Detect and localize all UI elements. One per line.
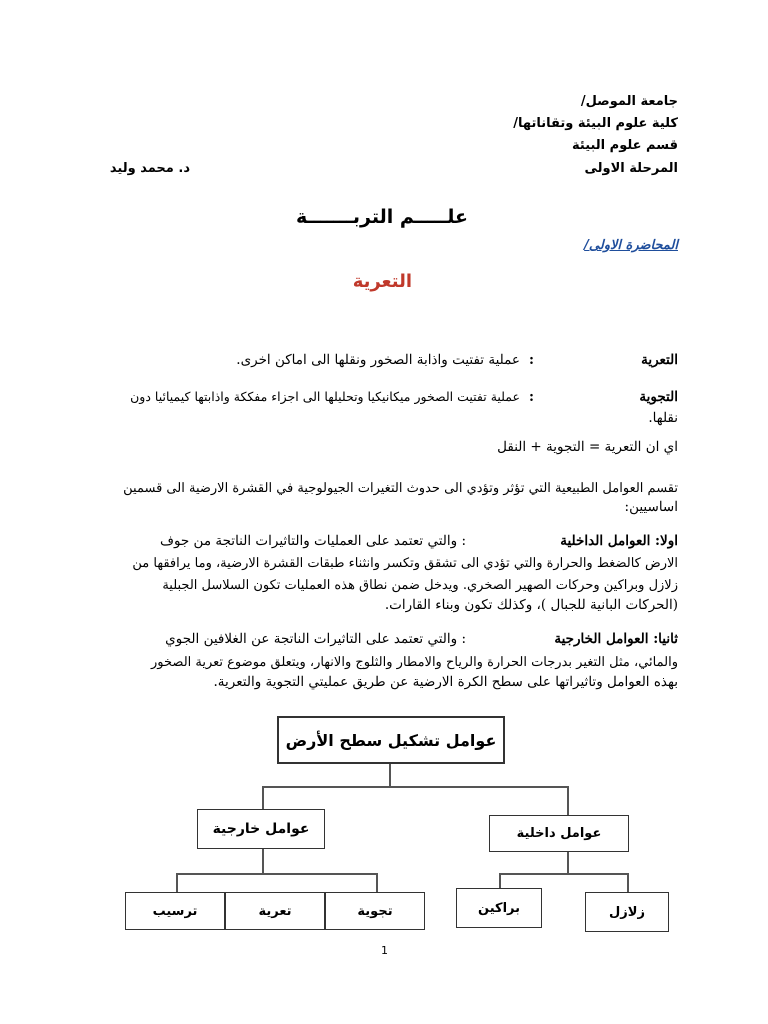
connector-line xyxy=(389,763,391,787)
connector-line xyxy=(262,786,569,788)
definition-continuation: نقلها. xyxy=(648,410,678,426)
connector-line xyxy=(262,848,264,874)
external-line: والمائي، مثل التغير بدرجات الحرارة والرياح والامطار والثلوج والانهار، ويتعلق موضوع تعرية الصخور xyxy=(151,655,678,670)
internal-line: (الحركات البانية للجبال )، وكذلك تكون وبناء القارات. xyxy=(384,597,678,613)
internal-factors-label: اولا: العوامل الداخلية xyxy=(560,533,678,549)
internal-line: زلازل وبراكين وحركات الصهير الصخري. ويدخل ضمن نطاق هذه العمليات تكون السلاسل الجبلية xyxy=(162,578,678,593)
definition-text-erosion: عملية تفتيت واذابة الصخور ونقلها الى اماكن اخرى. xyxy=(236,352,520,368)
connector-line xyxy=(627,873,629,893)
department-name: قسم علوم البيئة xyxy=(572,138,678,153)
connector-line xyxy=(176,873,378,875)
internal-line: الارض كالضغط والحرارة والتي تؤدي الى تشقق وتكسر وانثناء طبقات القشرة الارضية، وما يرافقها من xyxy=(132,556,678,571)
connector-line xyxy=(176,873,178,893)
course-title: علـــــم التربـــــــة xyxy=(295,206,468,228)
definition-colon: : xyxy=(529,389,534,405)
university-name: جامعة الموصل/ xyxy=(580,94,678,109)
diagram-root-node: عوامل تشكيل سطح الأرض xyxy=(277,716,505,764)
connector-line xyxy=(567,851,569,874)
connector-line xyxy=(567,786,569,816)
topic-title: التعرية xyxy=(352,271,412,292)
external-factors-intro: : والتي تعتمد على التاثيرات الناتجة عن الغلافين الجوي xyxy=(165,631,466,647)
lecture-label: المحاضرة الاولى/ xyxy=(584,238,678,253)
definition-term-weathering: التجوية xyxy=(639,389,678,405)
connector-line xyxy=(376,873,378,893)
connector-line xyxy=(499,873,501,889)
diagram-leaf-deposition: ترسيب xyxy=(125,892,225,930)
page-number: 1 xyxy=(381,944,388,957)
connector-line xyxy=(499,873,629,875)
definition-colon: : xyxy=(529,352,534,368)
internal-factors-intro: : والتي تعتمد على العمليات والتاثيرات الناتجة من جوف xyxy=(159,533,466,549)
diagram-external-node: عوامل خارجية xyxy=(197,809,325,849)
diagram-leaf-volcanoes: براكين xyxy=(456,888,542,928)
definition-term-erosion: التعرية xyxy=(641,352,678,368)
external-line: بهذه العوامل وتاثيراتها على سطح الكرة الارضية عن طريق عمليتي التجوية والتعرية. xyxy=(213,674,678,690)
lecturer-name: د. محمد وليد xyxy=(109,161,190,176)
equation: اي ان التعرية = التجوية + النقل xyxy=(497,439,678,455)
intro-line-1: تقسم العوامل الطبيعية التي تؤثر وتؤدي الى حدوث التغيرات الجيولوجية في القشرة الارضية الى قسمين xyxy=(123,481,678,496)
definition-text-weathering: عملية تفتيت الصخور ميكانيكيا وتحليلها الى اجزاء مفككة واذابتها كيميائيا دون xyxy=(130,389,520,404)
diagram-internal-node: عوامل داخلية xyxy=(489,815,629,852)
diagram-leaf-weathering: تجوية xyxy=(325,892,425,930)
external-factors-label: ثانيا: العوامل الخارجية xyxy=(554,631,678,647)
stage-label: المرحلة الاولى xyxy=(584,161,678,176)
diagram-leaf-erosion: تعرية xyxy=(225,892,325,930)
diagram-leaf-earthquakes: زلازل xyxy=(585,892,669,932)
college-name: كلية علوم البيئة وتقاناتها/ xyxy=(513,116,678,131)
intro-line-2: اساسيين: xyxy=(624,499,678,515)
connector-line xyxy=(262,786,264,810)
